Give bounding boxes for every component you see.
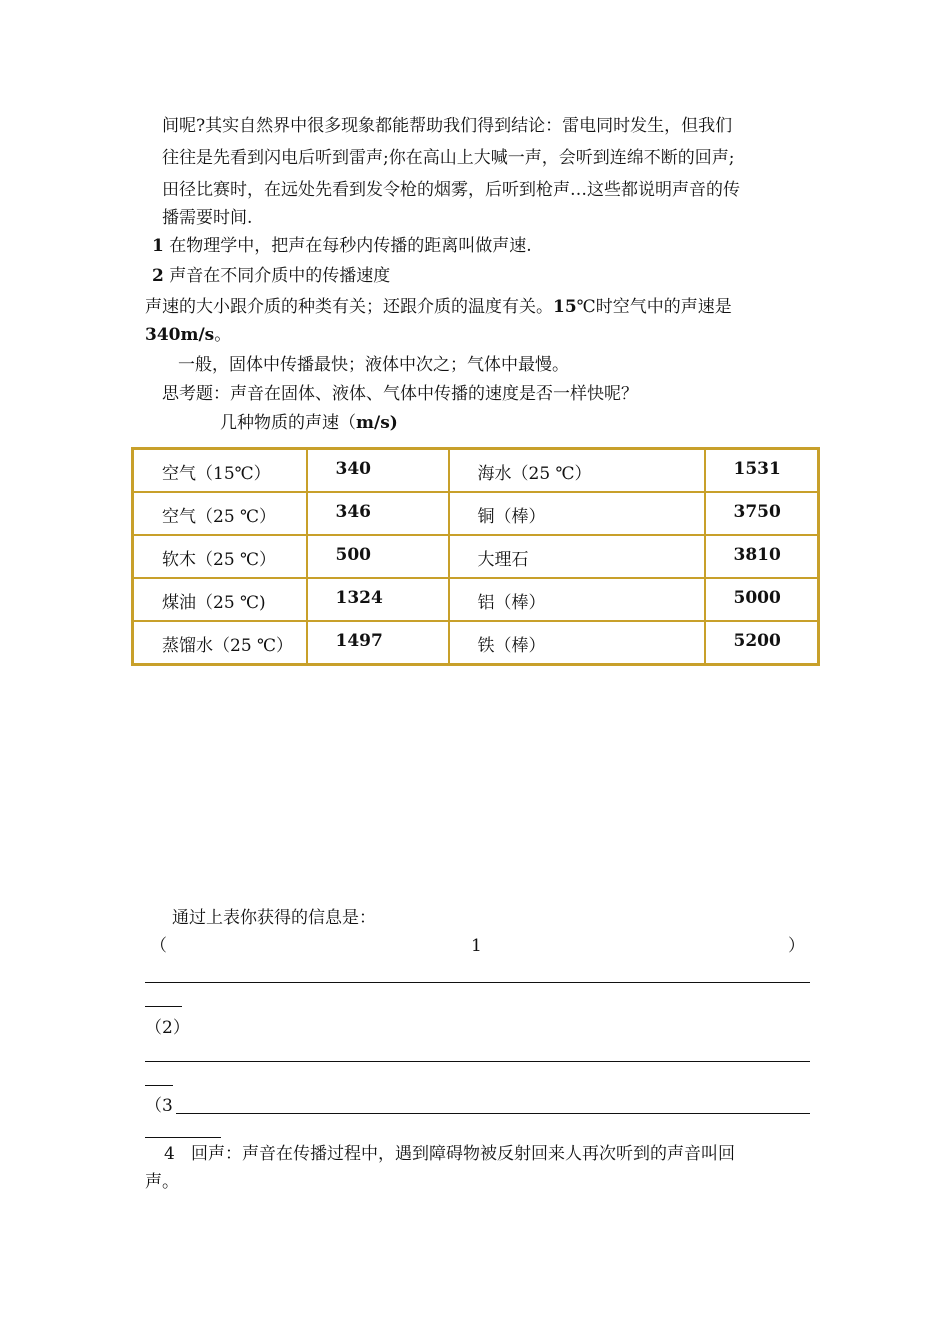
speed-value-cell-text: 1324 <box>335 588 383 608</box>
answer-line-1-cont[interactable] <box>145 1006 182 1007</box>
speed-value-cell <box>307 492 449 535</box>
speed-value-cell-text: 5200 <box>733 631 781 651</box>
speed-paragraph-line-2 <box>145 323 231 347</box>
speed-value-cell <box>705 621 819 665</box>
speed-value-cell <box>307 535 449 578</box>
point-4-text: 回声：声音在传播过程中，遇到障碍物被反射回来人再次听到的声音叫回 <box>191 1144 736 1164</box>
medium-name-cell <box>449 621 705 665</box>
medium-name-cell <box>133 449 307 493</box>
item-1-number: 1 <box>471 936 482 956</box>
medium-name-cell-text: 铝（棒） <box>477 593 546 613</box>
medium-name-cell <box>133 578 307 621</box>
speed-value-cell-text: 3810 <box>733 545 781 565</box>
medium-name-cell-text: 空气（15℃） <box>162 464 271 484</box>
info-prompt: 通过上表你获得的信息是： <box>172 908 376 928</box>
item-3-label: （3 <box>145 1096 173 1116</box>
intro-line-2: 往往是先看到闪电后听到雷声;你在高山上大喊一声，会听到连绵不断的回声; <box>162 148 735 168</box>
point-1-text: 在物理学中，把声在每秒内传播的距离叫做声速. <box>169 236 532 256</box>
medium-name-cell-text: 软木（25 ℃） <box>162 550 277 570</box>
speed-value-cell <box>307 621 449 665</box>
medium-name-cell-text: 海水（25 ℃） <box>477 464 592 484</box>
medium-name-cell-text: 大理石 <box>477 550 529 570</box>
item-2-label: （2） <box>145 1018 190 1038</box>
medium-name-cell-text: 煤油（25 ℃) <box>162 593 266 613</box>
point-2 <box>152 264 390 288</box>
point-1 <box>152 234 532 258</box>
medium-name-cell-text: 蒸馏水（25 ℃） <box>162 636 294 656</box>
speed-value-cell-text: 1497 <box>335 631 383 651</box>
think-question: 思考题：声音在固体、液体、气体中传播的速度是否一样快呢？ <box>162 384 638 404</box>
answer-line-3-cont[interactable] <box>145 1137 221 1138</box>
table-title <box>220 411 398 435</box>
intro-line-4: 播需要时间. <box>162 208 253 228</box>
speed-temp: 15 <box>553 297 577 317</box>
table-row <box>133 621 819 665</box>
medium-name-cell <box>449 578 705 621</box>
speed-value-cell-text: 346 <box>335 502 371 522</box>
item-1-close: ） <box>788 936 805 956</box>
general-statement: 一般，固体中传播最快；液体中次之；气体中最慢。 <box>178 355 569 375</box>
speed-value-cell-text: 5000 <box>733 588 781 608</box>
speed-value-cell-text: 3750 <box>733 502 781 522</box>
answer-line-2[interactable] <box>145 1061 810 1062</box>
speed-text-e: 。 <box>214 325 232 345</box>
intro-line-1: 间呢?其实自然界中很多现象都能帮助我们得到结论：雷电同时发生，但我们 <box>162 116 733 136</box>
speed-value-cell-text: 500 <box>335 545 371 565</box>
point-2-number: 2 <box>152 266 164 286</box>
speed-paragraph-line-1 <box>145 295 732 319</box>
table-title-unit: m/s) <box>356 413 398 433</box>
speed-value-cell <box>705 492 819 535</box>
point-4-continuation: 声。 <box>145 1172 179 1192</box>
speed-value-cell <box>705 578 819 621</box>
point-1-number: 1 <box>152 236 164 256</box>
table-row <box>133 578 819 621</box>
speed-value-cell <box>705 535 819 578</box>
table-row <box>133 535 819 578</box>
medium-name-cell <box>449 492 705 535</box>
speed-value-cell <box>705 449 819 493</box>
point-2-text: 声音在不同介质中的传播速度 <box>169 266 391 286</box>
item-1-open: （ <box>150 936 167 956</box>
medium-name-cell <box>133 535 307 578</box>
table-row <box>133 492 819 535</box>
answer-line-3[interactable] <box>176 1113 810 1114</box>
medium-name-cell-text: 空气（25 ℃） <box>162 507 277 527</box>
point-4-number: 4 <box>164 1144 175 1164</box>
speed-value: 340m/s <box>145 325 215 345</box>
speed-value-cell-text: 340 <box>335 459 371 479</box>
speed-value-cell <box>307 449 449 493</box>
point-4 <box>164 1142 735 1166</box>
answer-line-2-cont[interactable] <box>145 1085 173 1086</box>
answer-line-1[interactable] <box>145 982 810 983</box>
medium-name-cell <box>133 621 307 665</box>
speed-text-a: 声速的大小跟介质的种类有关；还跟介质的温度有关。 <box>145 297 553 317</box>
speed-value-cell <box>307 578 449 621</box>
medium-name-cell <box>449 449 705 493</box>
table-row <box>133 449 819 493</box>
medium-name-cell-text: 铁（棒） <box>477 636 546 656</box>
intro-line-3: 田径比赛时，在远处先看到发令枪的烟雾，后听到枪声…这些都说明声音的传 <box>162 180 740 200</box>
medium-name-cell <box>449 535 705 578</box>
speed-text-c: ℃时空气中的声速是 <box>576 297 732 317</box>
table-title-text: 几种物质的声速（ <box>220 413 356 433</box>
speed-value-cell-text: 1531 <box>733 459 781 479</box>
medium-name-cell-text: 铜（棒） <box>477 507 546 527</box>
sound-speed-table <box>131 447 820 666</box>
medium-name-cell <box>133 492 307 535</box>
